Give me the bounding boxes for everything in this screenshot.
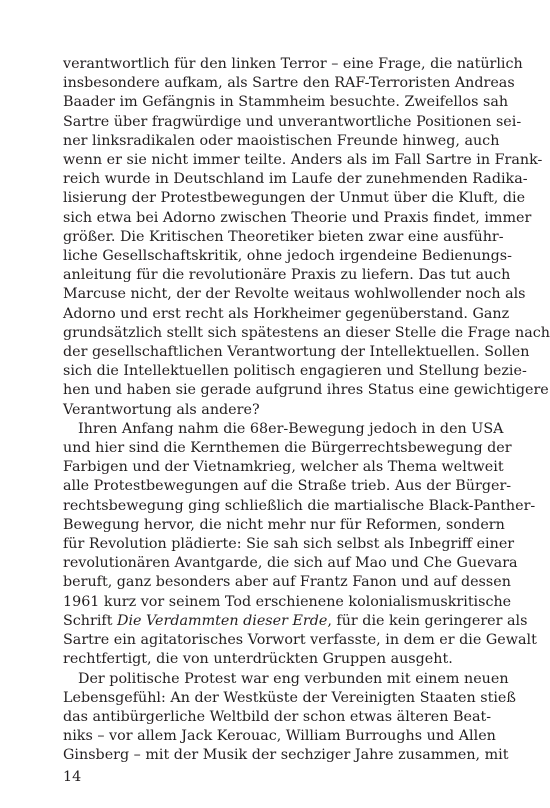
text-line: sich etwa bei Adorno zwischen Theorie und Praxis findet, immer — [63, 209, 532, 226]
text-line: niks – vor allem Jack Kerouac, William Burroughs und Allen — [63, 728, 496, 745]
page-number: 14 — [63, 769, 82, 785]
text-line: lisierung der Protestbewegungen der Unmut über die Kluft, die — [63, 190, 526, 207]
text-line: verantwortlich für den linken Terror – eine Frage, die natürlich — [63, 56, 523, 72]
text-segment: , für die kein geringerer als — [327, 612, 528, 629]
text-line: Farbigen und der Vietnamkrieg, welcher als Thema weltweit — [63, 459, 504, 476]
text-line: Verantwortung als andere? — [63, 401, 260, 418]
text-line: Lebensgefühl: An der Westküste der Vereinigten Staaten stieß — [63, 689, 516, 706]
text-line: beruft, ganz besonders aber auf Frantz Fanon und auf dessen — [63, 574, 511, 591]
text-line: sich die Intellektuellen politisch engagieren und Stellung bezie- — [63, 363, 527, 380]
text-line: Marcuse nicht, der der Revolte weitaus wohlwollender noch als — [63, 286, 526, 303]
text-line: für Revolution plädierte: Sie sah sich selbst als Inbegriff einer — [63, 536, 515, 553]
text-line: der gesellschaftlichen Verantwortung der Intellektuellen. Sollen — [63, 344, 530, 361]
text-line: ner linksradikalen oder maoistischen Freunde hinweg, auch — [63, 132, 500, 149]
book-title: Die Verdammten dieser Erde — [117, 612, 328, 629]
text-line: revolutionären Avantgarde, die sich auf Mao und Che Guevara — [63, 555, 518, 572]
text-line: das antibürgerliche Weltbild der schon etwas älteren Beat- — [63, 708, 492, 725]
text-line: Adorno und erst recht als Horkheimer gegenüberstand. Ganz — [63, 305, 510, 322]
text-line: wenn er sie nicht immer teilte. Anders als im Fall Sartre in Frank- — [63, 152, 543, 169]
text-line: Sartre ein agitatorisches Vorwort verfasste, in dem er die Gewalt — [63, 632, 537, 649]
text-line: rechtsbewegung ging schließlich die martialische Black-Panther- — [63, 497, 536, 514]
text-line: rechtfertigt, die von unterdrückten Gruppen ausgeht. — [63, 651, 453, 668]
text-line: Ginsberg – mit der Musik der sechziger Jahre zusammen, mit — [63, 747, 509, 764]
text-line: Der politische Protest war eng verbunden mit einem neuen — [78, 670, 509, 687]
text-line: Ihren Anfang nahm die 68er-Bewegung jedoch in den USA — [78, 420, 504, 437]
text-line: alle Protestbewegungen auf die Straße trieb. Aus der Bürger- — [63, 478, 512, 495]
text-line: liche Gesellschaftskritik, ohne jedoch irgendeine Bedienungs- — [63, 248, 512, 265]
text-segment: Schrift — [63, 612, 117, 629]
text-line: 1961 kurz vor seinem Tod erschienene kolonialismuskritische — [63, 593, 512, 610]
body-text — [63, 55, 550, 766]
text-line: hen und haben sie gerade aufgrund ihres Status eine gewichtigere — [63, 382, 549, 399]
text-line: Baader im Gefängnis in Stammheim besuchte. Zweifellos sah — [63, 94, 509, 111]
text-line: größer. Die Kritischen Theoretiker bieten zwar eine ausführ- — [63, 228, 504, 245]
text-line: reich wurde in Deutschland im Laufe der zunehmenden Radika- — [63, 171, 528, 188]
text-line — [63, 612, 528, 631]
text-line: Bewegung hervor, die nicht mehr nur für Reformen, sondern — [63, 516, 505, 533]
text-line: Sartre über fragwürdige und unverantwortliche Positionen sei- — [63, 113, 522, 130]
text-line: und hier sind die Kernthemen die Bürgerrechtsbewegung der — [63, 440, 512, 457]
text-line: insbesondere aufkam, als Sartre den RAF-Terroristen Andreas — [63, 75, 515, 92]
text-line: anleitung für die revolutionäre Praxis zu liefern. Das tut auch — [63, 267, 511, 284]
text-line: grundsätzlich stellt sich spätestens an dieser Stelle die Frage nach — [63, 324, 550, 341]
